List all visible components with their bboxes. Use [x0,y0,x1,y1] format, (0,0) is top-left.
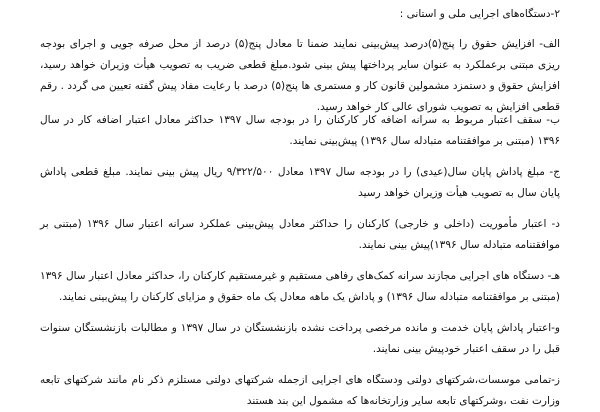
paragraph-jim: ج- مبلغ پاداش پایان سال(عیدی) را در بودجه سال ۱۳۹۷ معادل ۹/۳۲۲/۵۰۰ ریال پیش بینی نمایند. مبلغ قطعی پاداش پایان سال به تصویب هیأت وزیران خواهد رسید [40,166,560,199]
paragraph-vav: و-اعتبار پاداش پایان خدمت و مانده مرخصی پرداخت نشده بازنشستگان در سال ۱۳۹۷ و مطالبات بازنشستگان سنوات قبل را در سقف اعتبار خودپیش بینی نمایند. [40,322,561,355]
section-heading: ۲-دستگاه‌های اجرایی ملی و استانی : [399,8,560,20]
paragraph-be: ب- سقف اعتبار مربوط به سرانه اضافه کار کارکنان را در بودجه سال ۱۳۹۷ حداکثر معادل اعتبار اضافه کار در سال ۱۳۹۶ (مبتنی بر موافقتنامه متبادله سال ۱۳۹۶) پیش‌بینی نمایند. [40,114,560,147]
paragraph-ze: ز-تمامی موسسات،شرکتهای دولتی ودستگاه های اجرایی ازجمله شرکتهای دولتی مستلزم ذکر نام مانند شرکتهای تابعه وزارت نفت ،وشرکتهای تابعه سایر وزارتخانه‌ها که مشمول این بند هستند [40,374,560,407]
paragraph-alef: الف- افزایش حقوق را پنج(۵)درصد پیش‌بینی نمایند ضمنا تا معادل پنج(۵) درصد از محل صرفه جویی و اجرای بودجه ریزی مبتنی برعملکرد به عنوان سایر پرداختها پیش بینی شود.مبلغ قطعی ضریب به تصویب هیأت وزیران خواهد رسید، افزایش حقوق و دستمزد مشمولین قانون کار و مستمری ها پنج(۵) درصد با رعایت مفاد پیش گفته تعیین می گردد . رقم قطعی افزایش به تصویب شورای عالی کار خواهد رسید. [40,38,560,113]
paragraph-dal: د- اعتبار مأموریت (داخلی و خارجی) کارکنان را حداکثر معادل پیش‌بینی عملکرد سرانه اعتبار سال ۱۳۹۶ (مبتنی بر موافقتنامه متبادله سال ۱۳۹۶)پیش بینی نمایند. [40,218,560,251]
paragraph-he: هـ- دستگاه های اجرایی مجازند سرانه کمک‌های رفاهی مستقیم و غیرمستقیم کارکنان را، حداکثر معادل اعتبار سال ۱۳۹۶ (مبتنی بر موافقتنامه متبادله سال ۱۳۹۶) و پاداش یک ماهه معادل یک ماه حقوق و مزایای کارکنان را پیش‌بینی نمایند. [40,270,560,303]
